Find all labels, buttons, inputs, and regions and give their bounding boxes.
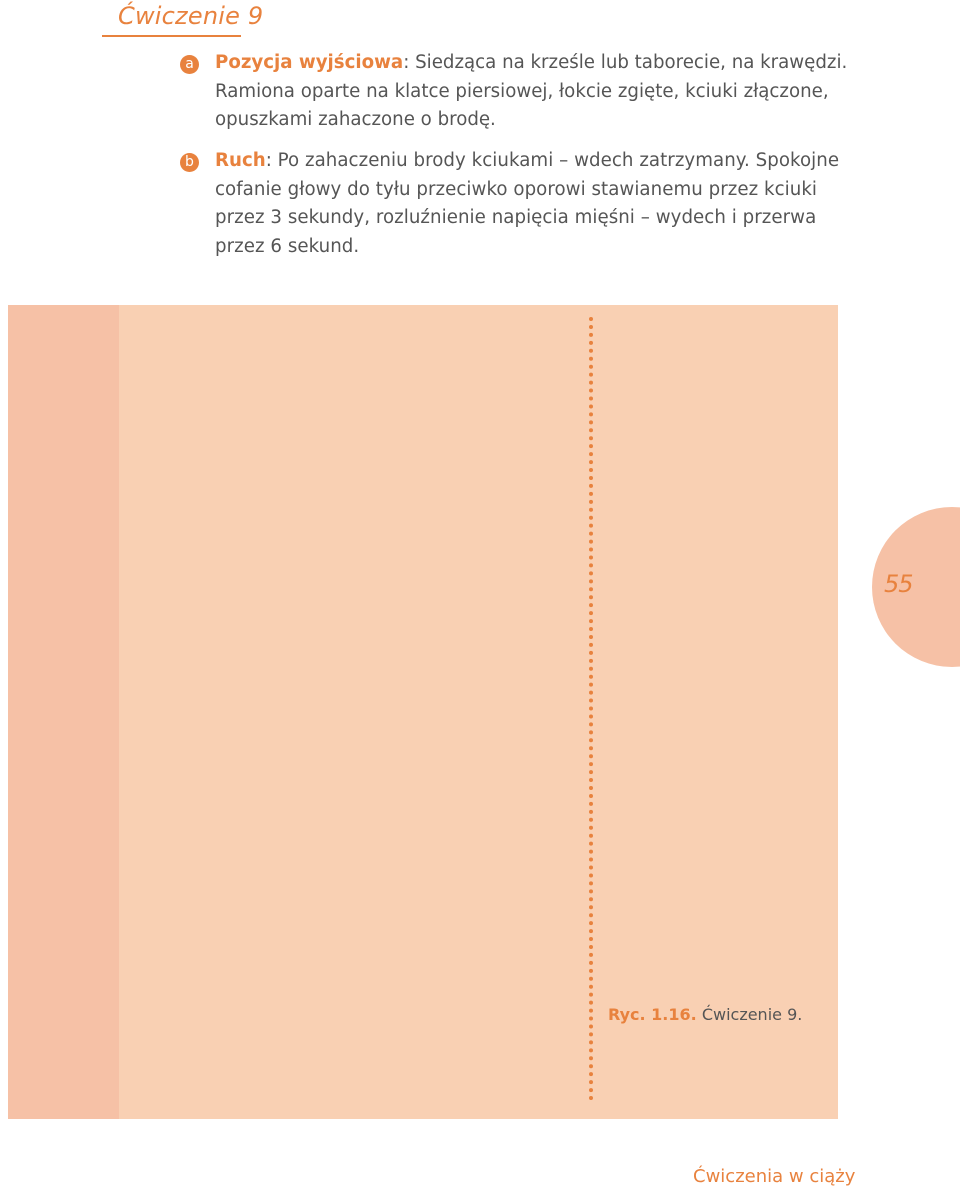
step-a-text: Siedząca na krześle lub taborecie, na krawędzi. Ramiona oparte na klatce piersiowej, łokcie zgięte, kciuki złączone, opuszkami zahaczone o brodę. — [215, 52, 848, 130]
page-number: 55 — [884, 570, 913, 598]
step-marker-a-icon: a — [180, 55, 199, 74]
step-b-text: Po zahaczeniu brody kciukami – wdech zatrzymany. Spokojne cofanie głowy do tyłu przeciwko oporowi stawianemu przez kciuki przez 3 sekundy, rozluźnienie napięcia mięśni – wydech i przerwa przez 6 sekund. — [215, 150, 840, 257]
figure-left-strip — [8, 305, 119, 1119]
step-b-colon: : — [265, 150, 278, 171]
step-a — [185, 49, 855, 135]
step-b-title: Ruch — [215, 150, 266, 171]
step-a-title: Pozycja wyjściowa — [215, 52, 404, 73]
figure-panel — [8, 305, 838, 1119]
page-title: Ćwiczenie 9 — [118, 2, 264, 30]
figure-caption-text: Ćwiczenie 9. — [701, 1005, 803, 1024]
step-a-colon: : — [403, 52, 416, 73]
figure-caption — [608, 1005, 802, 1024]
running-footer: Ćwiczenia w ciąży — [693, 1166, 856, 1187]
step-marker-b-icon: b — [180, 153, 199, 172]
step-b — [185, 147, 855, 261]
figure-dotted-divider — [589, 317, 593, 1101]
title-underline — [102, 35, 241, 37]
figure-caption-label: Ryc. 1.16. — [608, 1005, 697, 1024]
